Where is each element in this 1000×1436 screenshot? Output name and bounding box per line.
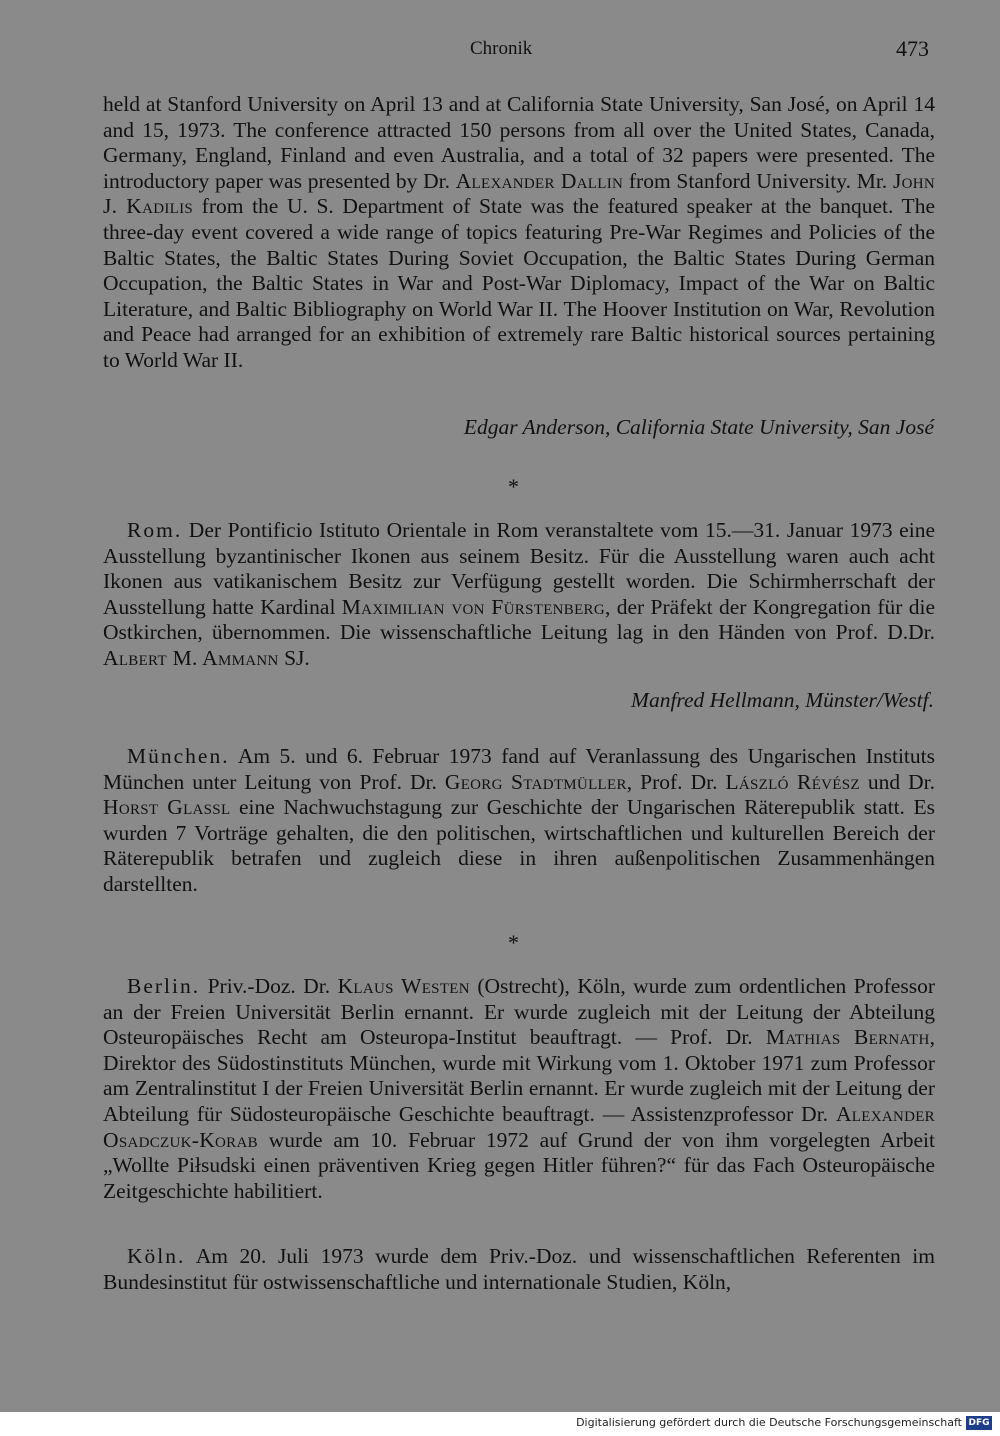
digitization-footer <box>0 1412 1000 1436</box>
person-name: Georg Stadtmüller <box>444 769 627 794</box>
place-heading: Rom. <box>127 518 183 542</box>
place-heading: Köln. <box>127 1244 186 1268</box>
running-title: Chronik <box>470 38 533 59</box>
signature-hellmann: Manfred Hellmann, Münster/Westf. <box>631 688 934 712</box>
signature-anderson: Edgar Anderson, California State University, San José <box>463 415 934 439</box>
person-name: John J. Kadilis <box>103 168 936 219</box>
paragraph-rom: Rom. Der Pontificio Istituto Orientale in Rom veranstaltete vom 15.—31. Januar 1973 eine Ausstellung byzantinischer Ikonen aus seinem Besitz. Für die Ausstellung waren auch acht Ikonen aus vatikanischem Besitz zur Verfügung gestellt worden. Die Schirmherrschaft der Ausstellung hatte Kardinal Maximilian von Fürstenberg, der Präfekt der Kongregation für die Ostkirchen, übernommen. Die wissenschaftliche Leitung lag in den Händen von Prof. D.Dr. Albert M. Ammann SJ. <box>103 518 935 670</box>
person-name: Mathias Bernath <box>765 1025 930 1050</box>
page-number: 473 <box>896 36 929 61</box>
person-name: László Révész <box>725 769 860 794</box>
paragraph-berlin: Berlin. Priv.-Doz. Dr. Klaus Westen (Ostrecht), Köln, wurde zum ordentlichen Professor an der Freien Universität Berlin ernannt. Er wurde zugleich mit der Leitung der Abteilung Osteuropäisches Recht am Osteuropa-Institut beauftragt. — Prof. Dr. Mathias Bernath, Direktor des Südostinstituts München, wurde mit Wirkung vom 1. Oktober 1971 zum Professor am Zentralinstitut I der Freien Universität Berlin ernannt. Er wurde zugleich mit der Leitung der Abteilung für Südosteuropäische Geschichte beauftragt. — Assistenzprofessor Dr. Alexander Osadczuk-Korab wurde am 10. Februar 1972 auf Grund der von ihm vorgelegten Arbeit „Wollte Piłsudski einen präventiven Krieg gegen Hitler führen?“ für das Fach Osteuropäische Zeitgeschichte habilitiert. <box>103 974 935 1203</box>
place-heading: Berlin. <box>127 974 201 998</box>
person-name: Maximilian von Fürstenberg <box>341 594 605 619</box>
section-separator: * <box>508 930 519 955</box>
dfg-logo: DFG <box>966 1416 992 1430</box>
person-name: Alexander Dallin <box>455 168 624 193</box>
person-name: Albert M. Ammann <box>103 645 279 670</box>
paragraph-stanford-conference: held at Stanford University on April 13 and at California State University, San José, on April 14 and 15, 1973. The conference attracted 150 persons from all over the United States, Canada, Germany, England, Finland and even Australia, and a total of 32 papers were presented. The introductory paper was presented by Dr. Alexander Dallin from Stanford University. Mr. John J. Kadilis from the U. S. Department of State was the featured speaker at the banquet. The three-day event covered a wide range of topics featuring Pre-War Regimes and Policies of the Baltic States, the Baltic States During Soviet Occupation, the Baltic States During German Occupation, the Baltic States in War and Post-War Diplomacy, Impact of the War on Baltic Literature, and Baltic Bibliography on World War II. The Hoover Institution on War, Revolution and Peace had arranged for an exhibition of extremely rare Baltic historical sources pertaining to World War II. <box>103 92 936 372</box>
funding-credit: Digitalisierung gefördert durch die Deutsche Forschungsgemeinschaft <box>576 1416 962 1429</box>
paragraph-koeln: Köln. Am 20. Juli 1973 wurde dem Priv.-Doz. und wissenschaftlichen Referenten im Bundesinstitut für ostwissenschaftliche und internationale Studien, Köln, <box>103 1244 935 1294</box>
person-name: Alexander Osadczuk-Korab <box>103 1101 935 1152</box>
person-name: Horst Glassl <box>103 795 231 820</box>
person-name: Klaus Westen <box>337 974 470 998</box>
paragraph-muenchen: München. Am 5. und 6. Februar 1973 fand auf Veranlassung des Ungarischen Instituts München unter Leitung von Prof. Dr. Georg Stadtmüller, Prof. Dr. László Révész und Dr. Horst Glassl eine Nachwuchstagung zur Geschichte der Ungarischen Räterepublik statt. Es wurden 7 Vorträge gehalten, die den politischen, wirtschaftlichen und kulturellen Bereich der Räterepublik betrafen und zugleich diese in ihren außenpolitischen Zusammenhängen darstellten. <box>103 744 936 896</box>
section-separator: * <box>508 474 519 499</box>
place-heading: München. <box>127 744 230 768</box>
